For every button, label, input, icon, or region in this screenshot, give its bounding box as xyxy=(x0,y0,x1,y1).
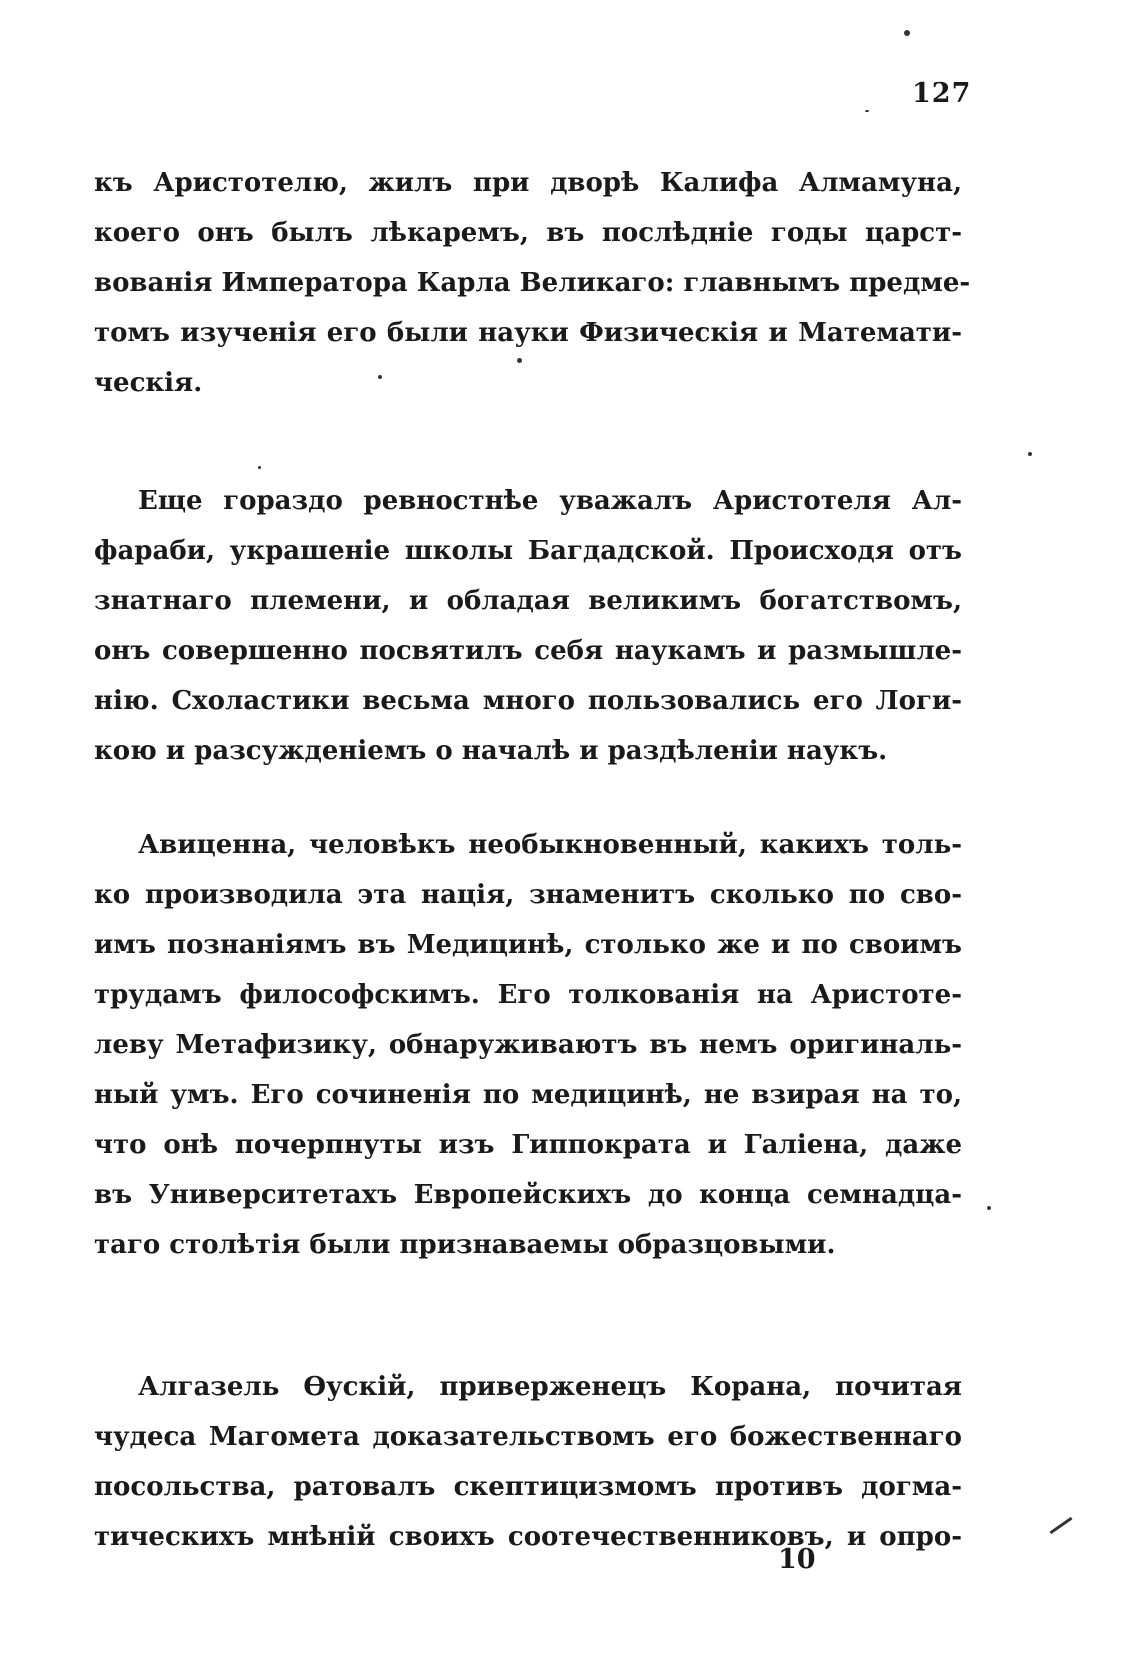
paragraph-4 xyxy=(94,1362,962,1562)
ink-speck xyxy=(258,466,261,469)
text-line: что онѣ почерпнуты изъ Гиппократа и Галіена, даже xyxy=(94,1130,962,1160)
text-line: знатнаго племени, и обладая великимъ богатствомъ, xyxy=(94,586,962,616)
paragraph-2 xyxy=(94,476,962,776)
page-number: 127 xyxy=(912,78,972,109)
ink-speck xyxy=(1028,452,1032,456)
text-line: имъ познаніямъ въ Медицинѣ, столько же и по своимъ xyxy=(94,930,962,960)
text-line: фараби, украшеніе школы Багдадской. Происходя отъ xyxy=(94,536,962,566)
text-line: ко производила эта нація, знаменитъ сколько по сво- xyxy=(94,880,962,910)
text-line: ный умъ. Его сочиненія по медицинѣ, не взирая на то, xyxy=(94,1080,962,1110)
text-line: Авиценна, человѣкъ необыкновенный, какихъ толь- xyxy=(138,830,962,860)
ink-speck xyxy=(378,375,382,379)
ink-speck xyxy=(865,110,869,112)
paragraph-3 xyxy=(94,820,962,1270)
text-line: посольства, ратовалъ скептицизмомъ противъ догма- xyxy=(94,1472,962,1502)
paragraph-1 xyxy=(94,158,971,408)
text-line: томъ изученія его были науки Физическія и Математи- xyxy=(94,318,962,348)
text-line: леву Метафизику, обнаруживаютъ въ немъ оригиналь- xyxy=(94,1030,962,1060)
ink-speck xyxy=(987,1206,991,1210)
text-line: чудеса Магомета доказательствомъ его божественнаго xyxy=(94,1422,962,1452)
text-line: Алгазель Ѳускій, приверженецъ Корана, почитая xyxy=(138,1372,962,1402)
text-line: въ Университетахъ Европейскихъ до конца семнадца- xyxy=(94,1180,962,1210)
text-line: коего онъ былъ лѣкаремъ, въ послѣдніе годы царст- xyxy=(94,218,962,248)
text-line: онъ совершенно посвятилъ себя наукамъ и размышле- xyxy=(94,636,962,666)
text-line: нію. Схоластики весьма много пользовались его Логи- xyxy=(94,686,962,716)
text-line: ческія. xyxy=(94,368,203,398)
signature-mark: 10 xyxy=(778,1544,816,1575)
text-line: къ Аристотелю, жилъ при дворѣ Калифа Алмамуна, xyxy=(94,168,962,198)
text-line: трудамъ философскимъ. Его толкованія на Аристоте- xyxy=(94,980,962,1010)
text-line: Еще гораздо ревностнѣе уважалъ Аристотеля Ал- xyxy=(138,486,962,516)
text-line: таго столѣтія были признаваемы образцовыми. xyxy=(94,1230,836,1260)
ink-scratch xyxy=(1049,1517,1072,1534)
text-line: вованія Императора Карла Великаго: главнымъ предме- xyxy=(94,268,971,298)
ink-speck xyxy=(904,30,910,36)
text-line: кою и разсужденіемъ о началѣ и раздѣленіи наукъ. xyxy=(94,736,888,766)
ink-speck xyxy=(517,358,522,363)
text-line: тическихъ мнѣній своихъ соотечественниковъ, и опро- xyxy=(94,1522,962,1552)
